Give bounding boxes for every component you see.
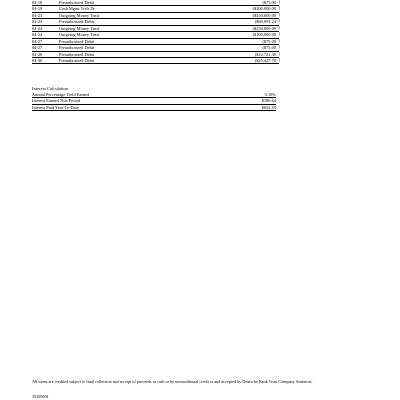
transaction-amount: ($450,000.00 (252, 12, 276, 18)
amount-close-paren: ) (278, 25, 280, 30)
transaction-description: Preauthorized Debit (59, 19, 95, 25)
transaction-description: Outgoing Money Trnsf (59, 32, 100, 38)
transaction-date: 04-24 (32, 25, 43, 31)
amount-close-paren: ) (278, 6, 280, 11)
amount-close-paren: ) (278, 38, 280, 43)
transaction-amount: ($250,000.00 (252, 25, 276, 31)
transaction-amount: ($25,427.70 (254, 57, 276, 63)
amount-close-paren: ) (278, 57, 280, 62)
footer-disclaimer: All items are credited subject to final collection and receipt of proceeds in cash or by unconditional credit to and accepted by Deutsche Bank Trust Company Americas. (32, 379, 313, 384)
interest-value: $652.53 (261, 104, 276, 110)
transaction-description: Preauthorized Debit (59, 0, 95, 5)
amount-close-paren: ) (278, 51, 280, 56)
transaction-amount: ($75.00 (262, 38, 276, 44)
transaction-date: 04-18 (32, 0, 43, 5)
transaction-amount: ($100,000.00 (252, 32, 276, 38)
transaction-date: 04-19 (32, 6, 43, 12)
interest-calculation-title: Interest Calculation (32, 86, 69, 91)
document-id: 35269691 (32, 394, 49, 399)
transaction-description: Cash Mgmt Trsfr Dr (59, 6, 95, 12)
interest-calculation (32, 86, 276, 111)
transaction-date: 04-23 (32, 19, 43, 25)
amount-close-paren: ) (278, 19, 280, 24)
transaction-date: 04-27 (32, 38, 43, 44)
transaction-amount: ($69,093.24 (254, 19, 276, 25)
transaction-date: 04-27 (32, 45, 43, 51)
amount-close-paren: ) (278, 32, 280, 37)
transaction-description: Outgoing Money Trnsf (59, 25, 100, 31)
table-row (32, 58, 279, 64)
interest-label: Interest Earned This Period (32, 98, 81, 104)
amount-close-paren: ) (278, 12, 280, 17)
transaction-date: 04-30 (32, 57, 43, 63)
interest-label: Annual Percentage Yield Earned (32, 92, 90, 97)
transaction-description: Preauthorized Debit (59, 38, 95, 44)
transaction-description: Preauthorized Debit (59, 51, 95, 57)
amount-close-paren: ) (278, 45, 280, 50)
transaction-description: Outgoing Money Trnsf (59, 12, 100, 18)
transaction-date: 04-23 (32, 12, 43, 18)
transaction-date: 04-24 (32, 32, 43, 38)
transaction-description: Preauthorized Debit (59, 45, 95, 51)
transaction-amount: ($12,721.30 (254, 51, 276, 57)
amount-close-paren: ) (278, 0, 280, 4)
transaction-date: 04-26 (32, 51, 43, 57)
interest-row-ytd (32, 105, 276, 111)
interest-value: $180.64 (261, 98, 276, 104)
transactions-table (32, 0, 279, 64)
transaction-amount: ($75.00 (262, 45, 276, 51)
transaction-amount: ($200,000.00 (252, 6, 276, 12)
transaction-amount: ($75.00 (262, 0, 276, 5)
transaction-description: Preauthorized Debit (59, 57, 95, 63)
interest-label: Interest Paid Year-To-Date (32, 104, 79, 110)
interest-value: 0.10% (264, 92, 276, 97)
